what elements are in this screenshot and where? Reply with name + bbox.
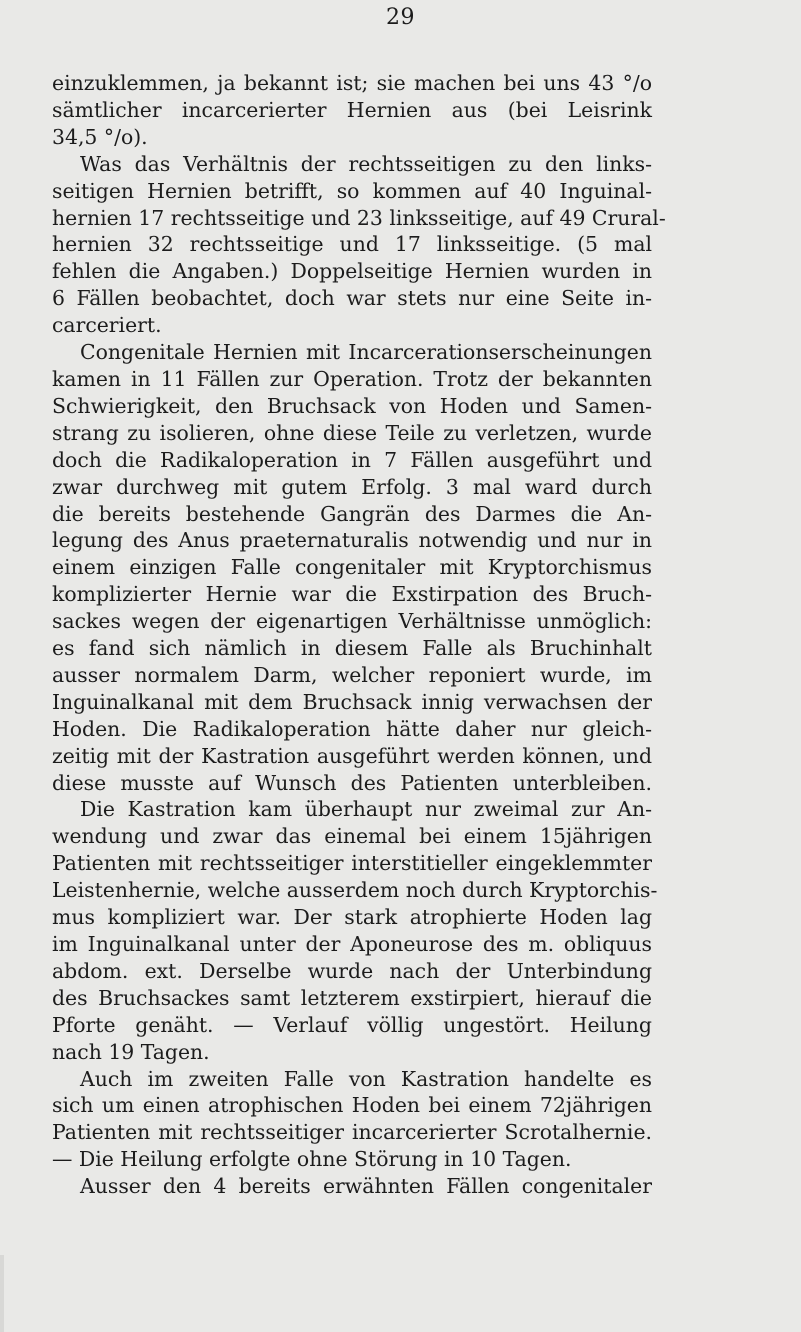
text-line: diese musste auf Wunsch des Patienten unterbleiben.: [52, 770, 652, 795]
text-line: Schwierigkeit, den Bruchsack von Hoden und Samen-: [52, 393, 652, 418]
text-line: seitigen Hernien betrifft, so kommen auf 40 Inguinal-: [52, 178, 652, 203]
text-line: Pforte genäht. — Verlauf völlig ungestört. Heilung: [52, 1012, 652, 1037]
text-line: abdom. ext. Derselbe wurde nach der Unterbindung: [52, 958, 652, 983]
text-line: strang zu isolieren, ohne diese Teile zu verletzen, wurde: [52, 420, 652, 445]
text-line: legung des Anus praeternaturalis notwendig und nur in: [52, 528, 652, 553]
text-line: sich um einen atrophischen Hoden bei einem 72jährigen: [52, 1093, 652, 1118]
text-line: doch die Radikaloperation in 7 Fällen ausgeführt und: [52, 447, 652, 472]
text-line: Leistenhernie, welche ausserdem noch durch Kryptorchis-: [52, 878, 658, 903]
text-line: ausser normalem Darm, welcher reponiert wurde, im: [52, 662, 652, 687]
text-line: Auch im zweiten Falle von Kastration handelte es: [80, 1066, 652, 1091]
text-line: Patienten mit rechtsseitiger incarcerierter Scrotalhernie.: [52, 1120, 652, 1145]
text-line: 6 Fällen beobachtet, doch war stets nur eine Seite in-: [52, 286, 652, 311]
text-line: kamen in 11 Fällen zur Operation. Trotz der bekannten: [52, 366, 652, 391]
text-line: sackes wegen der eigenartigen Verhältnisse unmöglich:: [52, 609, 652, 634]
text-line: mus kompliziert war. Der stark atrophierte Hoden lag: [52, 905, 652, 930]
text-line: Patienten mit rechtsseitiger interstitieller eingeklemmter: [52, 851, 652, 876]
text-line: im Inguinalkanal unter der Aponeurose des m. obliquus: [52, 932, 652, 956]
text-line: zwar durchweg mit gutem Erfolg. 3 mal ward durch: [52, 474, 652, 499]
page-number: 29: [386, 5, 415, 30]
text-line: carceriert.: [52, 313, 162, 338]
text-line: des Bruchsackes samt letzterem exstirpiert, hierauf die: [52, 985, 652, 1010]
text-line: zeitig mit der Kastration ausgeführt werden können, und: [52, 743, 652, 768]
text-line: hernien 17 rechtsseitige und 23 linksseitige, auf 49 Crural-: [52, 205, 666, 230]
text-line: hernien 32 rechtsseitige und 17 linksseitige. (5 mal: [52, 232, 652, 257]
scan-edge-mark: [0, 1255, 4, 1332]
text-line: Was das Verhältnis der rechtsseitigen zu den links-: [80, 151, 652, 176]
text-line: sämtlicher incarcerierter Hernien aus (bei Leisrink: [52, 97, 652, 122]
text-line: einem einzigen Falle congenitaler mit Kryptorchismus: [52, 555, 652, 580]
text-line: nach 19 Tagen.: [52, 1039, 210, 1064]
body-text: [52, 70, 666, 1200]
text-line: — Die Heilung erfolgte ohne Störung in 10 Tagen.: [52, 1147, 572, 1172]
text-line: 34,5 °/o).: [52, 124, 148, 149]
text-line: Hoden. Die Radikaloperation hätte daher nur gleich-: [52, 716, 652, 741]
text-line: die bereits bestehende Gangrän des Darmes die An-: [52, 501, 652, 526]
text-line: komplizierter Hernie war die Exstirpation des Bruch-: [52, 582, 652, 607]
text-line: Ausser den 4 bereits erwähnten Fällen congenitaler: [80, 1174, 652, 1199]
text-line: wendung und zwar das einemal bei einem 15jährigen: [52, 824, 652, 849]
text-line: fehlen die Angaben.) Doppelseitige Hernien wurden in: [52, 259, 652, 284]
text-line: Inguinalkanal mit dem Bruchsack innig verwachsen der: [52, 689, 652, 714]
text-line: Die Kastration kam überhaupt nur zweimal zur An-: [80, 797, 652, 822]
text-line: es fand sich nämlich in diesem Falle als Bruchinhalt: [52, 636, 652, 661]
text-line: einzuklemmen, ja bekannt ist; sie machen bei uns 43 °/o: [52, 71, 652, 95]
text-line: Congenitale Hernien mit Incarcerationserscheinungen: [80, 340, 652, 365]
